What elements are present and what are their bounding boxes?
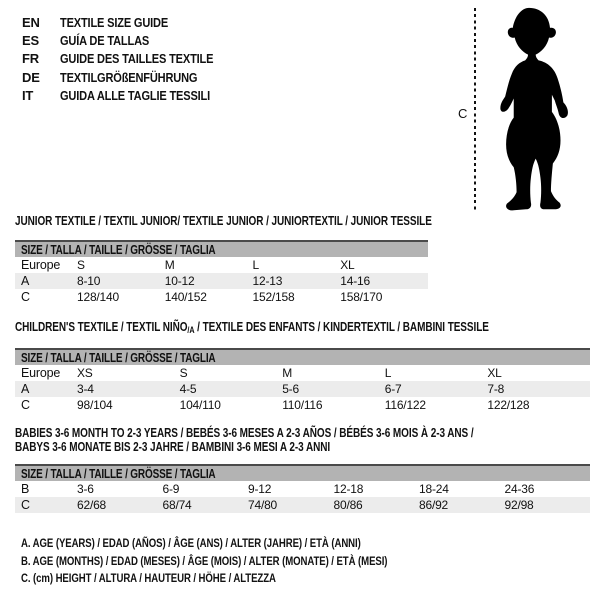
language-row-it	[22, 87, 240, 105]
size-cell: 18-24	[419, 482, 449, 496]
row-label: A	[15, 381, 77, 397]
size-cell: S	[179, 366, 188, 380]
children-textile-section	[15, 320, 590, 413]
size-cell: 98/104	[77, 398, 113, 412]
children-table-title: CHILDREN'S TEXTILE / TEXTIL $NIÑO_{/A}$ / TEXTILE DES ENFANTS / KINDERTEXTIL / BAMBINI TESSILE	[15, 320, 489, 335]
size-cell: 6-7	[385, 381, 488, 397]
table-row	[15, 497, 590, 513]
table-row	[15, 397, 590, 413]
language-row-en	[22, 13, 240, 31]
language-row-de	[22, 68, 240, 86]
size-cell: 86/92	[419, 497, 505, 513]
footnotes	[21, 536, 479, 589]
language-label: GUIDA ALLE TAGLIE TESSILI	[60, 88, 211, 104]
language-row-fr	[22, 50, 240, 68]
baby-silhouette-icon	[484, 5, 574, 215]
size-cell: 122/128	[487, 398, 530, 412]
size-header-row	[15, 465, 590, 481]
size-cell: 7-8	[487, 381, 590, 397]
babies-table-title-line2: BABYS 3-6 MONATE BIS 2-3 JAHRE / BAMBINI 3-6 MESI A 2-3 ANNI	[15, 440, 331, 454]
language-label: TEXTILE SIZE GUIDE	[60, 14, 169, 30]
title-subscript: /A	[187, 325, 195, 335]
size-cell: 80/86	[334, 497, 420, 513]
language-code: FR	[22, 51, 39, 67]
size-cell: M	[282, 366, 292, 380]
language-row-es	[22, 31, 240, 49]
babies-textile-section	[15, 426, 590, 513]
footnote-b: B. AGE (MONTHS) / EDAD (MESES) / ÂGE (MOIS) / ALTER (MONATE) / ETÀ (MESI)	[21, 553, 388, 568]
size-cell: 104/110	[179, 398, 221, 412]
row-label: C	[21, 398, 30, 412]
row-label: B	[21, 482, 30, 496]
babies-table-title-line1: BABIES 3-6 MONTH TO 2-3 YEARS / BEBÉS 3-6 MESES A 2-3 AÑOS / BÉBÉS 3-6 MOIS À 2-3 ANS /	[15, 426, 474, 440]
size-cell: XL	[340, 258, 355, 272]
size-cell: 3-4	[77, 381, 180, 397]
size-cell: 9-12	[248, 482, 272, 496]
size-cell: S	[77, 258, 85, 272]
row-label: Europe	[21, 258, 61, 272]
language-label: TEXTILGRÖßENFÜHRUNG	[60, 69, 198, 85]
footnote-a: A. AGE (YEARS) / EDAD (AÑOS) / ÂGE (ANS) / ALTER (JAHRE) / ETÀ (ANNI)	[21, 536, 361, 550]
size-cell: 140/152	[164, 290, 207, 304]
size-cell: 68/74	[163, 497, 249, 513]
size-cell: 3-6	[77, 482, 94, 496]
size-header-label: SIZE / TALLA / TAILLE / GRÖSSE / TAGLIA	[21, 242, 216, 257]
size-header-row	[15, 241, 428, 257]
size-cell: 8-10	[77, 273, 165, 289]
row-label: Europe	[21, 366, 61, 380]
language-code: ES	[22, 33, 39, 49]
size-cell: 92/98	[505, 497, 591, 513]
size-cell: 10-12	[165, 273, 253, 289]
language-header	[22, 13, 240, 105]
junior-textile-section	[15, 214, 432, 305]
size-cell: M	[164, 258, 175, 272]
table-row	[15, 273, 428, 289]
size-cell: 6-9	[162, 482, 180, 496]
size-cell: 110/116	[282, 398, 323, 412]
row-label: C	[15, 497, 77, 513]
language-code: IT	[22, 88, 34, 104]
height-marker-label: C	[458, 106, 468, 121]
language-label: GUIDE DES TAILLES TEXTILE	[60, 51, 214, 67]
babies-size-table	[15, 464, 590, 513]
size-header-label: SIZE / TALLA / TAILLE / GRÖSSE / TAGLIA	[21, 466, 216, 481]
language-code: EN	[22, 14, 40, 30]
table-row	[15, 381, 590, 397]
size-cell: 12-18	[333, 482, 364, 496]
row-label: C	[21, 290, 30, 304]
size-cell: 152/158	[252, 290, 295, 304]
junior-table-title: JUNIOR TEXTILE / TEXTIL JUNIOR/ TEXTILE JUNIOR / JUNIORTEXTIL / JUNIOR TESSILE	[15, 214, 432, 228]
size-header-label: SIZE / TALLA / TAILLE / GRÖSSE / TAGLIA	[21, 350, 216, 365]
size-cell: 12-13	[253, 273, 341, 289]
size-cell: 128/140	[77, 290, 119, 304]
language-code: DE	[22, 69, 40, 85]
size-cell: 116/122	[384, 398, 426, 412]
size-cell: 62/68	[77, 497, 163, 513]
size-cell: 4-5	[180, 381, 283, 397]
size-cell: XL	[487, 366, 502, 380]
junior-size-table	[15, 240, 428, 305]
table-row	[15, 289, 428, 305]
size-cell: 14-16	[340, 273, 428, 289]
size-header-row	[15, 349, 590, 365]
size-cell: 158/170	[340, 290, 383, 304]
table-row	[15, 365, 590, 381]
table-row	[15, 481, 590, 497]
children-size-table	[15, 348, 590, 413]
table-row	[15, 257, 428, 273]
size-cell: 24-36	[504, 482, 535, 496]
row-label: A	[15, 273, 77, 289]
language-label: GUÍA DE TALLAS	[60, 33, 150, 49]
footnote-c: C. (cm) HEIGHT / ALTURA / HAUTEUR / HÖHE / ALTEZZA	[21, 571, 276, 585]
size-cell: 5-6	[282, 381, 385, 397]
size-cell: 74/80	[248, 497, 334, 513]
height-dashed-line	[474, 8, 476, 211]
size-cell: L	[384, 366, 392, 380]
size-cell: XS	[77, 366, 93, 380]
size-cell: L	[252, 258, 259, 272]
